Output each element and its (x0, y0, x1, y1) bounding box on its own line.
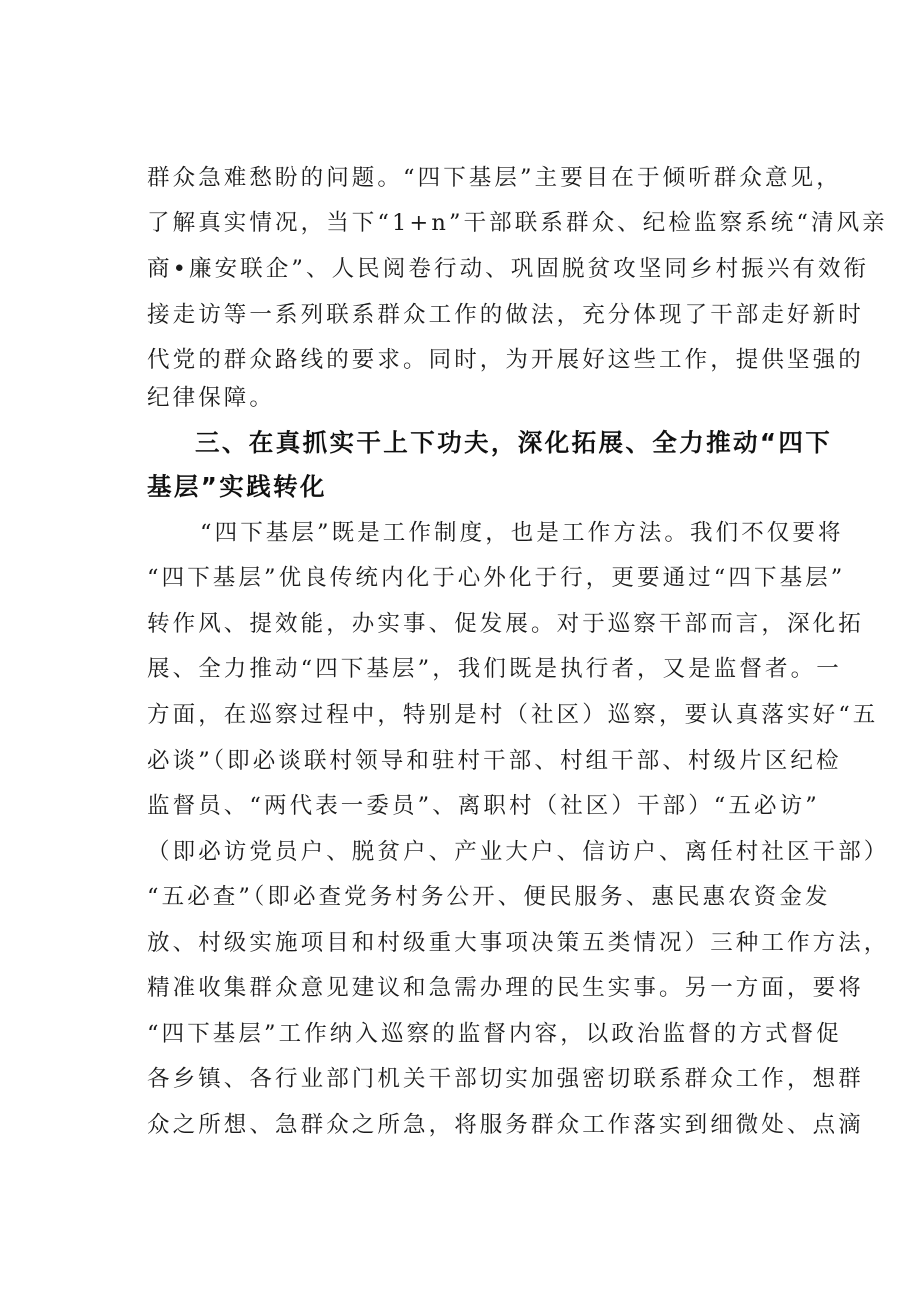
body-line: 精准收集群众意见建议和急需办理的民生实事。另一方面，要将 (147, 975, 864, 1001)
body-line: 放、村级实施项目和村级重大事项决策五类情况）三种工作方法， (147, 930, 890, 956)
body-line: 展、全力推动“四下基层”，我们既是执行者，又是监督者。一 (147, 656, 842, 682)
body-line: 众之所想、急群众之所急，将服务群众工作落实到细微处、点滴 (147, 1112, 864, 1138)
body-line: 方面，在巡察过程中，特别是村（社区）巡察，要认真落实好“五 (147, 702, 879, 728)
body-line: 转作风、提效能，办实事、促发展。对于巡察干部而言，深化拓 (147, 611, 864, 637)
intro-line: 商•廉安联企”、人民阅卷行动、巩固脱贫攻坚同乡村振兴有效衔 (147, 256, 870, 282)
intro-line: 接走访等一系列联系群众工作的做法，充分体现了干部走好新时 (147, 302, 864, 328)
body-line: “五必查”（即必查党务村务公开、便民服务、惠民惠农资金发 (147, 884, 831, 910)
body-line: “四下基层”优良传统内化于心外化于行，更要通过“四下基层” (147, 565, 846, 591)
body-line: 各乡镇、各行业部门机关干部切实加强密切联系群众工作，想群 (147, 1066, 864, 1092)
section-heading: 三、在真抓实干上下功夫，深化拓展、全力推动“四下 (195, 428, 833, 457)
intro-line: 代党的群众路线的要求。同时，为开展好这些工作，提供坚强的 (147, 347, 864, 373)
intro-line: 了解真实情况，当下“1+n”干部联系群众、纪检监察系统“清风亲 (147, 210, 888, 236)
body-line: “四下基层”既是工作制度，也是工作方法。我们不仅要将 (200, 520, 844, 546)
section-heading: 基层”实践转化 (147, 472, 327, 501)
intro-line: 纪律保障。 (147, 385, 276, 411)
body-line: “四下基层”工作纳入巡察的监督内容，以政治监督的方式督促 (147, 1021, 842, 1047)
body-line: 必谈”（即必谈联村领导和驻村干部、村组干部、村级片区纪检 (147, 748, 842, 774)
intro-line: 群众急难愁盼的问题。“四下基层”主要目在于倾听群众意见， (147, 165, 842, 191)
body-line: （即必访党员户、脱贫户、产业大户、信访户、离任村社区干部） (147, 839, 890, 865)
body-line: 监督员、“两代表一委员”、离职村（社区）干部）“五必访” (147, 793, 820, 819)
